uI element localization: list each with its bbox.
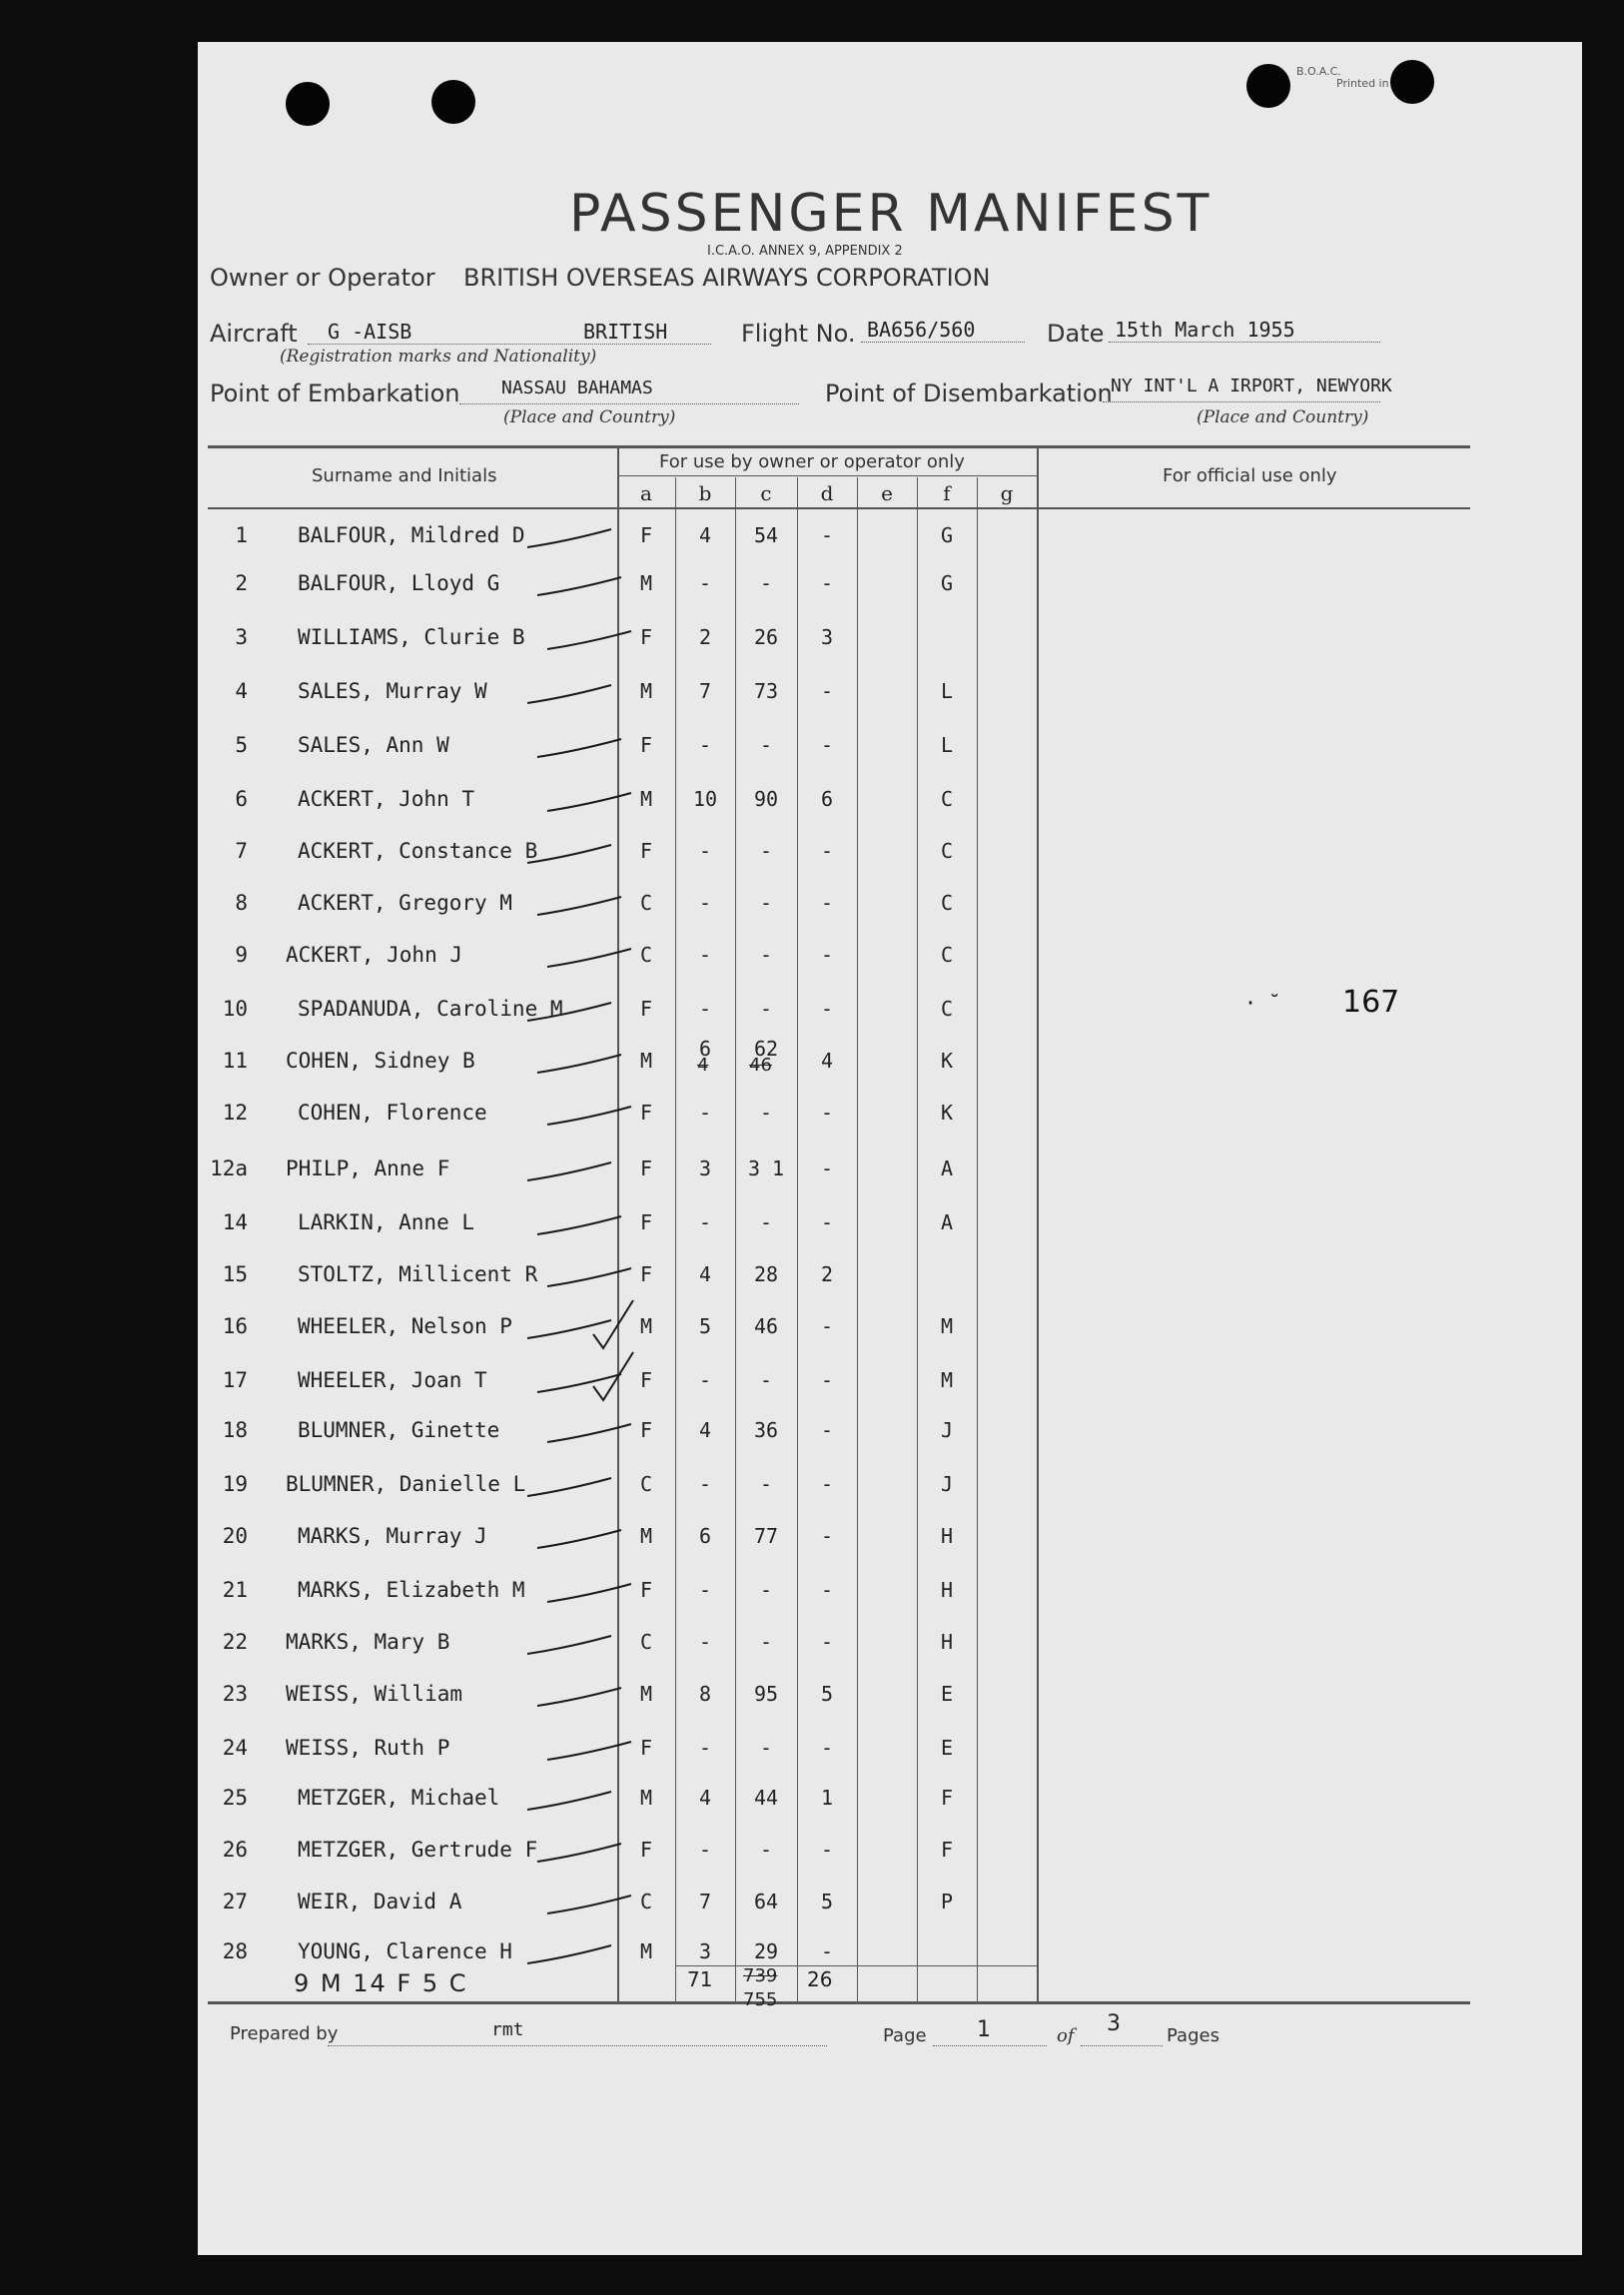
cell-f: P <box>940 1890 954 1913</box>
cell-c: 54 <box>753 523 779 547</box>
row-number: 14 <box>222 1210 248 1234</box>
column-letter-b: b <box>698 481 712 505</box>
page-title: PASSENGER MANIFEST <box>569 184 1213 244</box>
total-c-struck: 739 <box>743 1965 778 1986</box>
passenger-name: BLUMNER, Ginette <box>298 1418 500 1442</box>
tick-stroke <box>527 1636 611 1654</box>
date-value: 15th March 1955 <box>1115 318 1295 342</box>
column-letter-a: a <box>640 481 652 505</box>
cell-b: 8 <box>698 1682 712 1706</box>
passenger-name: BALFOUR, Mildred D <box>298 523 525 547</box>
passenger-name: ACKERT, Constance B <box>298 839 538 863</box>
cell-d: 3 <box>820 625 834 649</box>
aircraft-caption: (Registration marks and Nationality) <box>280 347 597 367</box>
passenger-name: PHILP, Anne F <box>286 1156 450 1180</box>
row-number: 6 <box>235 787 248 811</box>
cell-b: - <box>698 1838 712 1862</box>
cell-b: 3 <box>698 1156 712 1180</box>
cell-a: F <box>639 1262 653 1286</box>
tick-stroke <box>547 949 631 967</box>
cell-c: - <box>759 1630 773 1654</box>
cell-f: C <box>940 891 954 915</box>
official-note-marks: · ˘ <box>1244 991 1281 1015</box>
cell-f: F <box>940 1786 954 1810</box>
cell-b: - <box>698 571 712 595</box>
cell-d: - <box>820 1736 834 1760</box>
cell-d: - <box>820 943 834 967</box>
owner-use-header: For use by owner or operator only <box>659 451 965 472</box>
tick-stroke <box>527 1320 611 1338</box>
cell-b: - <box>698 1736 712 1760</box>
passenger-name: BLUMNER, Danielle L <box>286 1472 526 1496</box>
tick-stroke <box>537 1216 621 1234</box>
pages-label: Pages <box>1167 2025 1219 2046</box>
cell-d: - <box>820 1630 834 1654</box>
cell-a: M <box>639 1314 653 1338</box>
cell-c: 46 <box>753 1314 779 1338</box>
cell-c: - <box>759 1210 773 1234</box>
tick-stroke <box>527 1945 611 1963</box>
cell-b: - <box>698 839 712 863</box>
cell-c: 77 <box>753 1524 779 1548</box>
cell-d: 1 <box>820 1786 834 1810</box>
cell-f: G <box>940 571 954 595</box>
cell-b: - <box>698 943 712 967</box>
row-number: 12a <box>210 1156 248 1180</box>
cell-c: 3 1 <box>747 1156 785 1180</box>
cell-f: C <box>940 839 954 863</box>
page-label: Page <box>883 2025 927 2046</box>
cell-c: - <box>759 943 773 967</box>
cell-a: M <box>639 679 653 703</box>
cell-c: - <box>759 733 773 757</box>
cell-d: - <box>820 1314 834 1338</box>
cell-f: E <box>940 1736 954 1760</box>
cell-d: 4 <box>820 1049 834 1073</box>
cell-a: M <box>639 1682 653 1706</box>
row-number: 1 <box>235 523 248 547</box>
cell-c: - <box>759 1838 773 1862</box>
cell-d: - <box>820 1939 834 1963</box>
passenger-name: WEIR, David A <box>298 1890 462 1913</box>
cell-d: - <box>820 1524 834 1548</box>
row-number: 19 <box>222 1472 248 1496</box>
cell-b: 4 <box>698 523 712 547</box>
cell-d: - <box>820 1838 834 1862</box>
of-rule <box>1081 2045 1163 2046</box>
cell-a: F <box>639 839 653 863</box>
cell-a: F <box>639 523 653 547</box>
owner-label: Owner or Operator <box>210 264 435 292</box>
cell-f: M <box>940 1314 954 1338</box>
cell-a: F <box>639 1368 653 1392</box>
cell-d: - <box>820 1368 834 1392</box>
row-number: 28 <box>222 1939 248 1963</box>
cell-d: - <box>820 1101 834 1125</box>
passenger-name: WHEELER, Joan T <box>298 1368 487 1392</box>
passenger-name: MARKS, Elizabeth M <box>298 1578 525 1602</box>
row-number: 24 <box>222 1736 248 1760</box>
cell-d: 5 <box>820 1890 834 1913</box>
owner-value: BRITISH OVERSEAS AIRWAYS CORPORATION <box>463 264 991 292</box>
row-number: 2 <box>235 571 248 595</box>
row-number: 22 <box>222 1630 248 1654</box>
row-number: 15 <box>222 1262 248 1286</box>
passenger-name: YOUNG, Clarence H <box>298 1939 512 1963</box>
cell-c: 95 <box>753 1682 779 1706</box>
cell-b: 3 <box>698 1939 712 1963</box>
cell-d: - <box>820 1472 834 1496</box>
tick-stroke <box>537 897 621 915</box>
official-use-header: For official use only <box>1163 465 1337 486</box>
column-letter-e: e <box>881 481 893 505</box>
tick-stroke <box>527 1162 611 1180</box>
disembarkation-label: Point of Disembarkation <box>825 380 1113 407</box>
cell-c: - <box>759 891 773 915</box>
total-b: 71 <box>687 1967 713 1991</box>
passenger-name: METZGER, Gertrude F <box>298 1838 538 1862</box>
row-number: 17 <box>222 1368 248 1392</box>
flight-number-label: Flight No. <box>741 320 856 348</box>
date-label: Date <box>1047 320 1105 348</box>
page-number: 1 <box>977 2017 991 2042</box>
passenger-name: LARKIN, Anne L <box>298 1210 475 1234</box>
cell-f: H <box>940 1578 954 1602</box>
tick-stroke <box>527 529 611 547</box>
row-number: 20 <box>222 1524 248 1548</box>
tick-stroke <box>547 793 631 811</box>
row-number: 12 <box>222 1101 248 1125</box>
passenger-name: COHEN, Sidney B <box>286 1049 475 1073</box>
page-rule <box>933 2045 1047 2046</box>
cell-a: C <box>639 891 653 915</box>
tick-stroke <box>537 1055 621 1073</box>
cell-c: 36 <box>753 1418 779 1442</box>
cell-c: - <box>759 1472 773 1496</box>
passenger-name: METZGER, Michael <box>298 1786 500 1810</box>
cell-b: 4 <box>698 1418 712 1442</box>
row-number: 4 <box>235 679 248 703</box>
manifest-sheet <box>198 42 1582 2255</box>
row-number: 3 <box>235 625 248 649</box>
cell-c: - <box>759 997 773 1021</box>
cell-c: 64 <box>753 1890 779 1913</box>
cell-b: 5 <box>698 1314 712 1338</box>
passenger-name: BALFOUR, Lloyd G <box>298 571 500 595</box>
cell-f: A <box>940 1156 954 1180</box>
row-number: 27 <box>222 1890 248 1913</box>
tick-stroke <box>547 1107 631 1125</box>
cell-a: M <box>639 571 653 595</box>
stamp-line-1: B.O.A.C. <box>1296 65 1341 78</box>
cell-b: 7 <box>698 1890 712 1913</box>
cell-f: M <box>940 1368 954 1392</box>
cell-b: - <box>698 997 712 1021</box>
cell-a: F <box>639 1210 653 1234</box>
cell-a: M <box>639 1939 653 1963</box>
cell-b: - <box>698 1630 712 1654</box>
cell-c: - <box>759 839 773 863</box>
cell-c: 44 <box>753 1786 779 1810</box>
total-c: 755 <box>743 1989 778 2010</box>
cell-f: E <box>940 1682 954 1706</box>
cell-a: F <box>639 1418 653 1442</box>
column-letter-d: d <box>820 481 834 505</box>
cell-d: - <box>820 1210 834 1234</box>
cell-b: 6 <box>698 1037 712 1061</box>
cell-f: J <box>940 1418 954 1442</box>
cell-f: H <box>940 1524 954 1548</box>
cell-f: C <box>940 997 954 1021</box>
tick-stroke <box>547 1742 631 1760</box>
cell-c: 90 <box>753 787 779 811</box>
embarkation-label: Point of Embarkation <box>210 380 460 407</box>
cell-d: - <box>820 523 834 547</box>
tick-stroke <box>547 1584 631 1602</box>
of-label: of <box>1057 2025 1075 2046</box>
cell-d: - <box>820 1418 834 1442</box>
cell-d: 2 <box>820 1262 834 1286</box>
row-number: 16 <box>222 1314 248 1338</box>
cell-a: C <box>639 1472 653 1496</box>
cell-f: A <box>940 1210 954 1234</box>
tick-stroke <box>537 1688 621 1706</box>
tick-stroke <box>527 685 611 703</box>
passenger-name: MARKS, Mary B <box>286 1630 450 1654</box>
cell-c: 73 <box>753 679 779 703</box>
cell-a: F <box>639 733 653 757</box>
cell-b: 10 <box>692 787 718 811</box>
column-letter-c: c <box>760 481 772 505</box>
aircraft-nationality: BRITISH <box>583 320 668 344</box>
cell-d: - <box>820 1578 834 1602</box>
passenger-name: ACKERT, John T <box>298 787 475 811</box>
tick-stroke <box>547 1896 631 1913</box>
row11-c-struck: 46 <box>749 1055 772 1076</box>
row-number: 7 <box>235 839 248 863</box>
cell-f: G <box>940 523 954 547</box>
cell-b: 2 <box>698 625 712 649</box>
passenger-name: SALES, Ann W <box>298 733 449 757</box>
cell-a: C <box>639 1890 653 1913</box>
total-d: 26 <box>807 1967 833 1991</box>
annex-subtitle: I.C.A.O. ANNEX 9, APPENDIX 2 <box>707 244 903 259</box>
passenger-name: STOLTZ, Millicent R <box>298 1262 538 1286</box>
cell-c: - <box>759 1368 773 1392</box>
cell-c: - <box>759 1578 773 1602</box>
passenger-name: SALES, Murray W <box>298 679 487 703</box>
tick-stroke <box>537 1530 621 1548</box>
cell-a: C <box>639 943 653 967</box>
cell-f: H <box>940 1630 954 1654</box>
passenger-name: WHEELER, Nelson P <box>298 1314 512 1338</box>
cell-b: 6 <box>698 1524 712 1548</box>
cell-b: - <box>698 1368 712 1392</box>
passenger-name: WEISS, William <box>286 1682 463 1706</box>
passenger-name: SPADANUDA, Caroline M <box>298 997 563 1021</box>
cell-b: - <box>698 1101 712 1125</box>
column-letter-g: g <box>1000 481 1014 505</box>
tick-stroke <box>527 1003 611 1021</box>
cell-c: 62 <box>753 1037 779 1061</box>
embarkation-caption: (Place and Country) <box>503 407 676 427</box>
cell-a: C <box>639 1630 653 1654</box>
tick-stroke <box>537 1374 621 1392</box>
cell-a: M <box>639 787 653 811</box>
cell-a: M <box>639 1049 653 1073</box>
official-note: 167 <box>1342 985 1400 1020</box>
cell-b: - <box>698 733 712 757</box>
passenger-name: ACKERT, John J <box>286 943 463 967</box>
tick-stroke <box>527 845 611 863</box>
cell-d: - <box>820 571 834 595</box>
cell-f: K <box>940 1049 954 1073</box>
tick-stroke <box>537 739 621 757</box>
cell-a: F <box>639 1578 653 1602</box>
tick-stroke <box>547 631 631 649</box>
aircraft-label: Aircraft <box>210 320 298 348</box>
cell-b: - <box>698 1578 712 1602</box>
row11-b-struck: 4 <box>697 1055 709 1076</box>
cell-b: 4 <box>698 1786 712 1810</box>
cell-f: J <box>940 1472 954 1496</box>
cell-f: L <box>940 733 954 757</box>
passenger-name: ACKERT, Gregory M <box>298 891 512 915</box>
row-number: 21 <box>222 1578 248 1602</box>
row-number: 25 <box>222 1786 248 1810</box>
cell-d: 5 <box>820 1682 834 1706</box>
tick-stroke <box>537 577 621 595</box>
row-number: 18 <box>222 1418 248 1442</box>
cell-d: - <box>820 997 834 1021</box>
tick-stroke <box>527 1478 611 1496</box>
tick-stroke <box>537 1844 621 1862</box>
cell-f: K <box>940 1101 954 1125</box>
cell-d: - <box>820 733 834 757</box>
cell-c: - <box>759 571 773 595</box>
flight-number-value: BA656/560 <box>867 318 976 342</box>
cell-b: 4 <box>698 1262 712 1286</box>
handwritten-ticks <box>198 42 1582 2255</box>
stamp-line-2: Printed in <box>1336 77 1389 90</box>
cell-b: - <box>698 1472 712 1496</box>
summary-note: 9 M 14 F 5 C <box>294 1969 468 1997</box>
cell-a: F <box>639 1156 653 1180</box>
cell-f: F <box>940 1838 954 1862</box>
row-number: 11 <box>222 1049 248 1073</box>
passenger-name: WEISS, Ruth P <box>286 1736 450 1760</box>
passenger-name: COHEN, Florence <box>298 1101 487 1125</box>
cell-f: C <box>940 787 954 811</box>
cell-a: M <box>639 1524 653 1548</box>
cell-b: 7 <box>698 679 712 703</box>
cell-d: - <box>820 679 834 703</box>
row-number: 26 <box>222 1838 248 1862</box>
cell-c: 29 <box>753 1939 779 1963</box>
passenger-name: MARKS, Murray J <box>298 1524 487 1548</box>
cell-a: F <box>639 1838 653 1862</box>
cell-f: L <box>940 679 954 703</box>
prepared-by-value: rmt <box>491 2019 524 2040</box>
row-number: 23 <box>222 1682 248 1706</box>
row-number: 8 <box>235 891 248 915</box>
surname-header: Surname and Initials <box>312 465 497 486</box>
prepared-by-label: Prepared by <box>230 2023 339 2044</box>
cell-b: - <box>698 891 712 915</box>
tick-stroke <box>547 1268 631 1286</box>
passenger-name: WILLIAMS, Clurie B <box>298 625 525 649</box>
aircraft-registration: G -AISB <box>328 320 412 344</box>
cell-d: - <box>820 1156 834 1180</box>
embarkation-value: NASSAU BAHAMAS <box>501 378 653 398</box>
row-number: 5 <box>235 733 248 757</box>
cell-a: F <box>639 1101 653 1125</box>
tick-stroke <box>547 1424 631 1442</box>
cell-a: F <box>639 625 653 649</box>
cell-a: M <box>639 1786 653 1810</box>
cell-c: - <box>759 1101 773 1125</box>
cell-b: - <box>698 1210 712 1234</box>
cell-f: C <box>940 943 954 967</box>
cell-c: - <box>759 1736 773 1760</box>
cell-d: - <box>820 891 834 915</box>
row-number: 9 <box>235 943 248 967</box>
cell-d: 6 <box>820 787 834 811</box>
disembarkation-caption: (Place and Country) <box>1197 407 1369 427</box>
cell-a: F <box>639 997 653 1021</box>
cell-c: 26 <box>753 625 779 649</box>
cell-c: 28 <box>753 1262 779 1286</box>
row-number: 10 <box>222 997 248 1021</box>
prepared-by-rule <box>328 2045 827 2046</box>
page-count: 3 <box>1107 2011 1121 2036</box>
cell-a: F <box>639 1736 653 1760</box>
cell-d: - <box>820 839 834 863</box>
column-letter-f: f <box>943 481 951 505</box>
tick-stroke <box>527 1792 611 1810</box>
disembarkation-value: NY INT'L A IRPORT, NEWYORK <box>1111 376 1392 396</box>
